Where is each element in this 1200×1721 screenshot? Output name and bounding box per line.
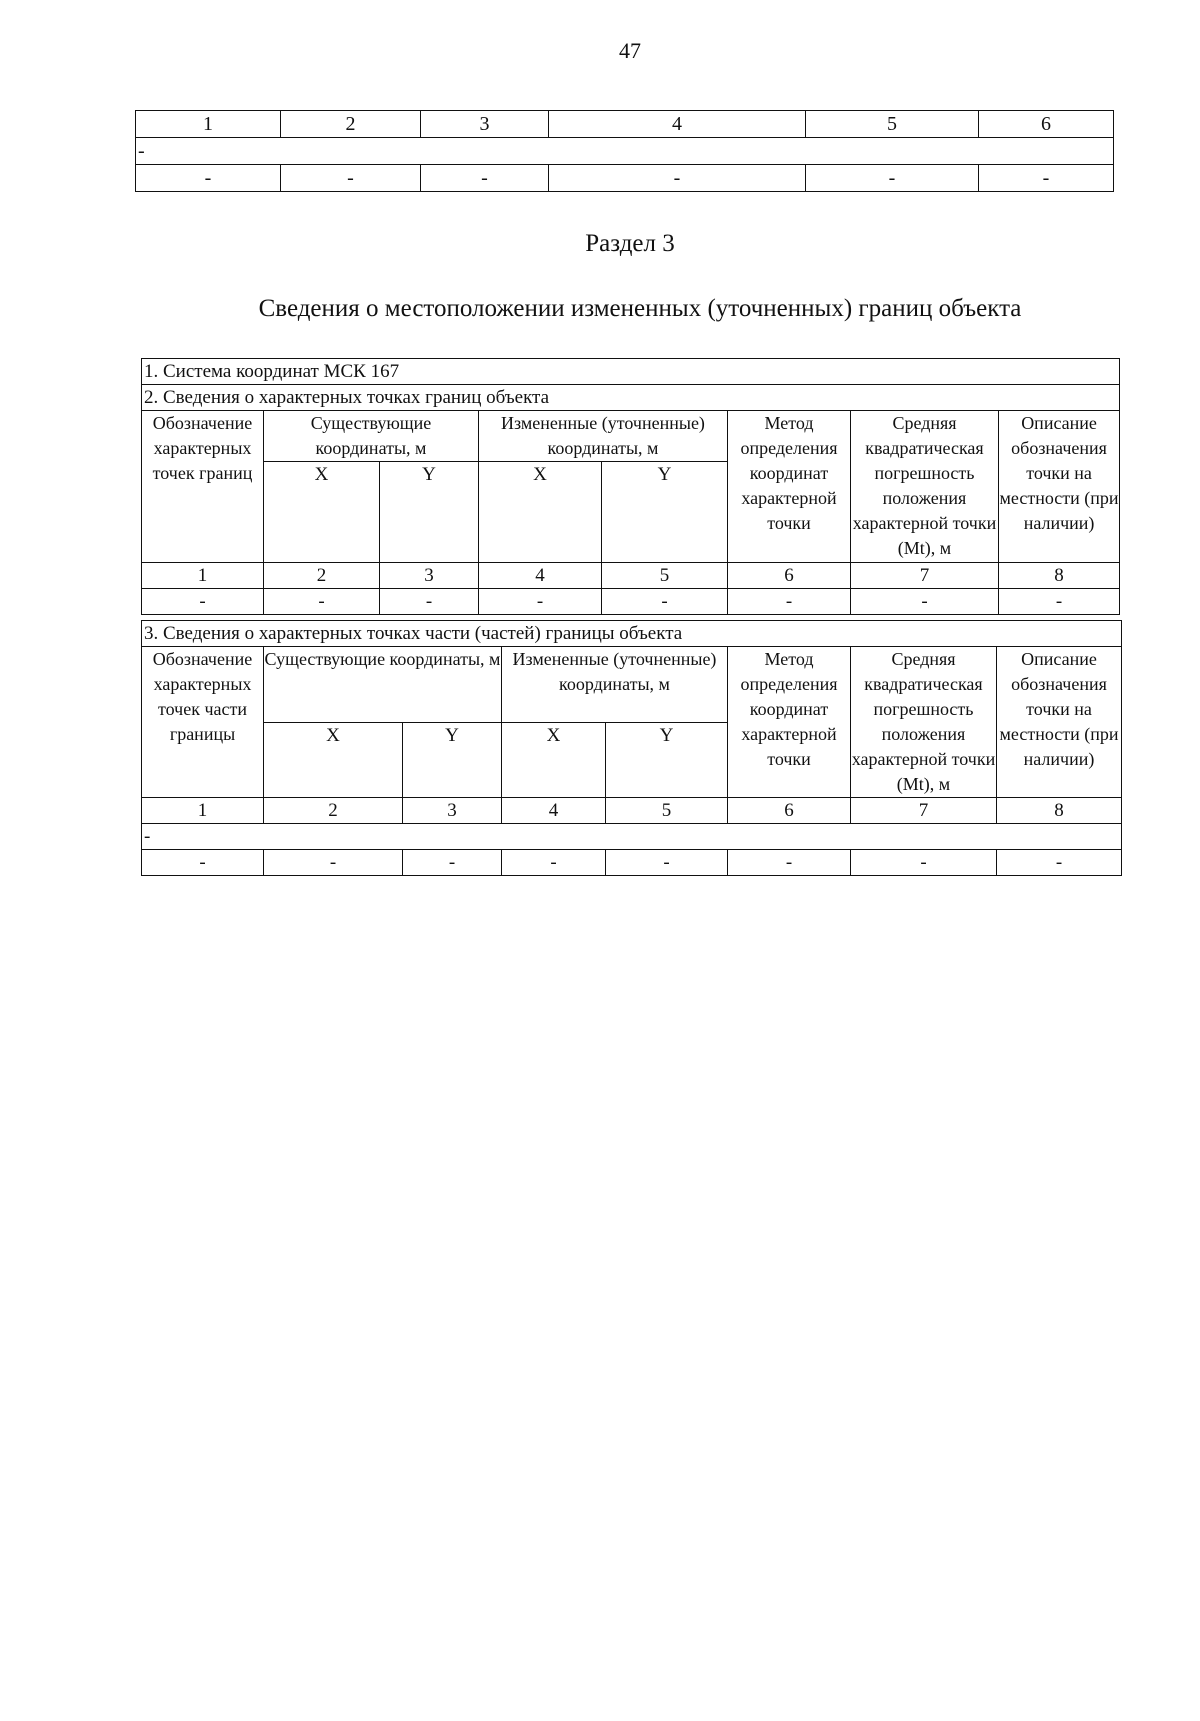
col-description: Описание обозначения точки на местности (при наличии) (999, 411, 1120, 563)
table-cell: - (502, 850, 606, 876)
table-header-row (136, 111, 1114, 138)
table-cell: - (264, 850, 403, 876)
table-cell: - (403, 850, 502, 876)
table-cell: 4 (502, 798, 606, 824)
col-x: X (264, 722, 403, 798)
col-designation: Обозначение характерных точек границ (142, 411, 264, 563)
col-changed-coords: Измененные (уточненные) координаты, м (502, 647, 728, 723)
table-number-row (142, 798, 1122, 824)
col-existing-coords: Существующие координаты, м (264, 647, 502, 723)
continued-table (135, 110, 1114, 192)
section-subtitle: Сведения о местоположении измененных (уточненных) границ объекта (258, 295, 1022, 322)
table-cell: - (606, 850, 728, 876)
table-cell: - (999, 589, 1120, 615)
col-y: Y (380, 462, 479, 563)
col-error: Средняя квадратическая погрешность положения характерной точки (Mt), м (851, 647, 997, 798)
table-cell: - (136, 165, 281, 192)
table-cell: - (421, 165, 549, 192)
boundary-part-points-table (141, 620, 1122, 876)
table-cell: - (728, 850, 851, 876)
table-cell: 4 (549, 111, 806, 138)
table-cell: - (806, 165, 979, 192)
col-method: Метод определения координат характерной точки (728, 411, 851, 563)
table-cell: - (979, 165, 1114, 192)
table-number-row (142, 563, 1120, 589)
table-cell: 6 (979, 111, 1114, 138)
col-y: Y (606, 722, 728, 798)
table-cell: 1 (142, 563, 264, 589)
col-description: Описание обозначения точки на местности (при наличии) (997, 647, 1122, 798)
table-cell: - (549, 165, 806, 192)
coord-system-label: 1. Система координат МСК 167 (142, 359, 1120, 385)
col-method: Метод определения координат характерной точки (728, 647, 851, 798)
col-x: X (479, 462, 602, 563)
table-span-row (142, 824, 1122, 850)
table-cell: 6 (728, 798, 851, 824)
col-changed-coords: Измененные (уточненные) координаты, м (479, 411, 728, 462)
boundary-points-table (141, 358, 1120, 615)
table-cell: 7 (851, 563, 999, 589)
table-cell: - (602, 589, 728, 615)
section-title: Раздел 3 (585, 230, 675, 257)
table-cell: - (136, 138, 1114, 165)
table-cell: - (728, 589, 851, 615)
col-y: Y (403, 722, 502, 798)
col-existing-coords: Существующие координаты, м (264, 411, 479, 462)
table-cell: 3 (403, 798, 502, 824)
col-x: X (502, 722, 606, 798)
table-cell: 4 (479, 563, 602, 589)
table-cell: 5 (606, 798, 728, 824)
table-cell: - (142, 824, 1122, 850)
table-row (142, 850, 1122, 876)
table-cell: 5 (806, 111, 979, 138)
table-cell: - (264, 589, 380, 615)
section-heading: 3. Сведения о характерных точках части (частей) границы объекта (142, 621, 1122, 647)
table-cell: 8 (999, 563, 1120, 589)
table-row (142, 589, 1120, 615)
section-heading: 2. Сведения о характерных точках границ объекта (142, 385, 1120, 411)
table-cell: 2 (264, 563, 380, 589)
table-cell: - (142, 850, 264, 876)
table-cell: 2 (281, 111, 421, 138)
table-cell: 7 (851, 798, 997, 824)
table-cell: - (997, 850, 1122, 876)
table-cell: - (851, 589, 999, 615)
table-cell: - (851, 850, 997, 876)
table-cell: 3 (380, 563, 479, 589)
table-cell: 5 (602, 563, 728, 589)
table-cell: - (380, 589, 479, 615)
page-number: 47 (619, 38, 641, 63)
col-designation: Обозначение характерных точек части границы (142, 647, 264, 798)
table-cell: - (142, 589, 264, 615)
table-cell: 1 (142, 798, 264, 824)
table-cell: 1 (136, 111, 281, 138)
table-cell: - (281, 165, 421, 192)
table-cell: 3 (421, 111, 549, 138)
table-row (136, 165, 1114, 192)
col-x: X (264, 462, 380, 563)
table-cell: 2 (264, 798, 403, 824)
col-error: Средняя квадратическая погрешность положения характерной точки (Mt), м (851, 411, 999, 563)
table-cell: 8 (997, 798, 1122, 824)
table-cell: 6 (728, 563, 851, 589)
table-span-row (136, 138, 1114, 165)
col-y: Y (602, 462, 728, 563)
table-cell: - (479, 589, 602, 615)
